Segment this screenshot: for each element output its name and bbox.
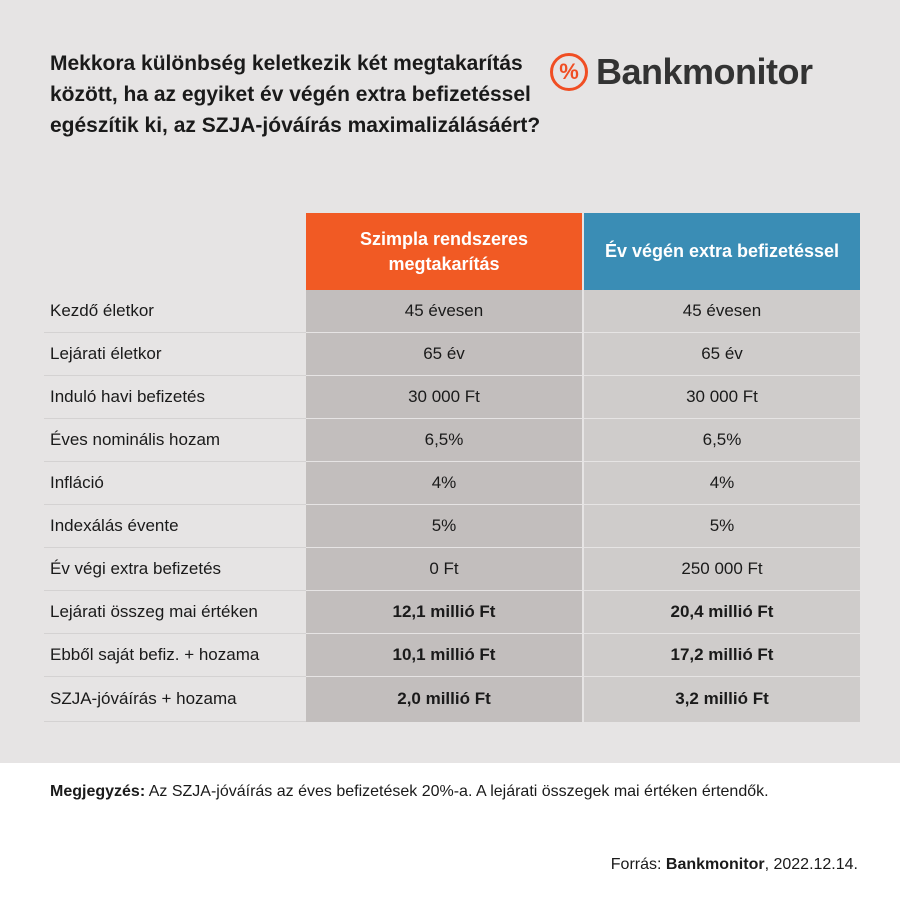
value-extra: 17,2 millió Ft	[583, 634, 860, 677]
value-simple: 65 év	[306, 333, 583, 376]
logo-text: Bankmonitor	[596, 51, 813, 92]
value-extra: 6,5%	[583, 419, 860, 462]
value-simple: 45 évesen	[306, 290, 583, 333]
value-extra: 250 000 Ft	[583, 548, 860, 591]
header-simple-savings: Szimpla rendszeres megtakarítás	[306, 213, 583, 290]
row-label: Induló havi befizetés	[44, 376, 306, 419]
header-empty-cell	[44, 213, 306, 290]
source-name: Bankmonitor	[665, 856, 765, 873]
value-extra: 20,4 millió Ft	[583, 591, 860, 634]
row-label: Éves nominális hozam	[44, 419, 306, 462]
row-label: Év végi extra befizetés	[44, 548, 306, 591]
value-extra: 65 év	[583, 333, 860, 376]
value-extra: 4%	[583, 462, 860, 505]
header-extra-payment: Év végén extra befizetéssel	[583, 213, 860, 290]
value-simple: 4%	[306, 462, 583, 505]
value-simple: 0 Ft	[306, 548, 583, 591]
source-line	[611, 856, 858, 874]
header-row	[44, 213, 860, 290]
table-row	[44, 333, 860, 376]
table-row	[44, 419, 860, 462]
value-simple: 30 000 Ft	[306, 376, 583, 419]
row-label: Ebből saját befiz. + hozama	[44, 634, 306, 677]
row-label: Infláció	[44, 462, 306, 505]
table-row	[44, 677, 860, 722]
table-row	[44, 591, 860, 634]
value-extra: 30 000 Ft	[583, 376, 860, 419]
row-label: Lejárati életkor	[44, 333, 306, 376]
row-label: Kezdő életkor	[44, 290, 306, 333]
source-prefix: Forrás:	[610, 856, 666, 873]
footnote-text: Az SZJA-jóváírás az éves befizetések 20%-a. A lejárati összegek mai értéken értendők.	[145, 783, 769, 800]
value-simple: 5%	[306, 505, 583, 548]
table-row	[44, 376, 860, 419]
footnote	[50, 781, 840, 803]
table-row	[44, 548, 860, 591]
row-label: SZJA-jóváírás + hozama	[44, 677, 306, 722]
table-row	[44, 505, 860, 548]
table-row	[44, 634, 860, 677]
value-simple: 2,0 millió Ft	[306, 677, 583, 722]
table-row	[44, 290, 860, 333]
table-row	[44, 462, 860, 505]
value-extra: 3,2 millió Ft	[583, 677, 860, 722]
footnote-label: Megjegyzés:	[50, 783, 146, 800]
page-title: Mekkora különbség keletkezik két megtakarítás között, ha az egyiket év végén extra befizetéssel egészítik ki, az SZJA-jóváírás maximalizálásáért?	[50, 52, 541, 137]
value-simple: 6,5%	[306, 419, 583, 462]
percent-circle-icon: %	[550, 53, 588, 91]
comparison-table	[44, 213, 860, 722]
bankmonitor-logo	[550, 50, 813, 94]
value-simple: 12,1 millió Ft	[306, 591, 583, 634]
value-simple: 10,1 millió Ft	[306, 634, 583, 677]
row-label: Indexálás évente	[44, 505, 306, 548]
row-label: Lejárati összeg mai értéken	[44, 591, 306, 634]
value-extra: 5%	[583, 505, 860, 548]
value-extra: 45 évesen	[583, 290, 860, 333]
source-suffix: , 2022.12.14.	[764, 856, 858, 873]
